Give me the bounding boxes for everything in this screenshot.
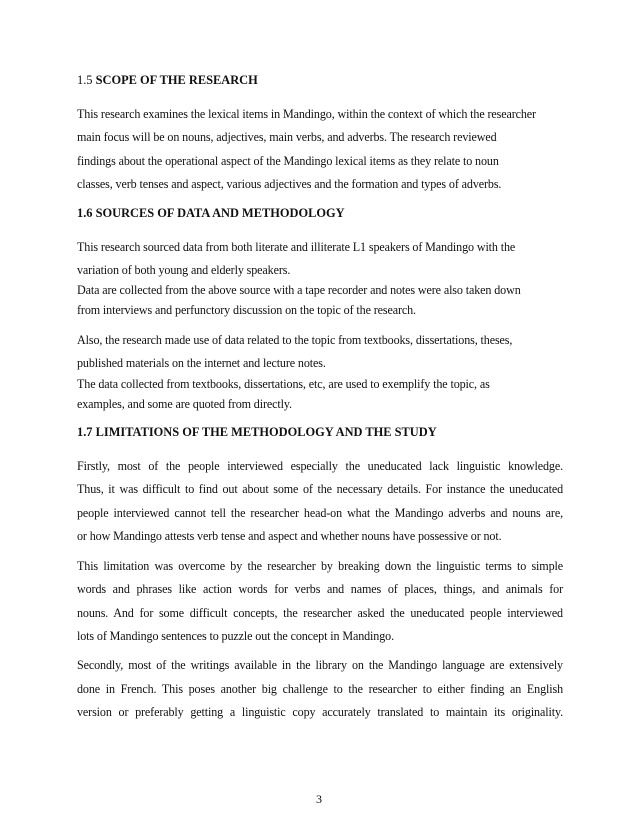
text-line: Data are collected from the above source with a tape recorder and notes were also taken down xyxy=(77,283,521,298)
text-line: done in French. This poses another big challenge to the researcher to either finding an English xyxy=(77,681,563,696)
text-line: classes, verb tenses and aspect, various adjectives and the formation and types of adverbs. xyxy=(77,177,502,192)
paragraph-scope xyxy=(77,103,563,197)
paragraph-limitations-1 xyxy=(77,455,563,549)
text-line: The data collected from textbooks, dissertations, etc, are used to exemplify the topic, as xyxy=(77,376,490,391)
section-title: LIMITATIONS OF THE METHODOLOGY AND THE STUDY xyxy=(95,425,437,440)
paragraph-sources-2 xyxy=(77,329,563,416)
paragraph-limitations-2 xyxy=(77,555,563,649)
text-line: or how Mandingo attests verb tense and aspect and whether nouns have possessive or not. xyxy=(77,529,502,544)
section-title: SOURCES OF DATA AND METHODOLOGY xyxy=(95,205,345,220)
text-line: main focus will be on nouns, adjectives, main verbs, and adverbs. The research reviewed xyxy=(77,130,497,145)
text-line: variation of both young and elderly speakers. xyxy=(77,263,291,278)
section-number: 1.5 xyxy=(77,73,93,87)
section-number: 1.6 xyxy=(77,205,93,220)
text-line: published materials on the internet and lecture notes. xyxy=(77,356,326,371)
document-page xyxy=(77,72,563,731)
text-line: words and phrases like action words for verbs and names of places, things, and animals for xyxy=(77,582,563,597)
section-number: 1.7 xyxy=(77,425,93,440)
page-number: 3 xyxy=(316,792,322,806)
text-line: nouns. And for some difficult concepts, the researcher asked the uneducated people interviewed xyxy=(77,605,563,620)
text-line: lots of Mandingo sentences to puzzle out the concept in Mandingo. xyxy=(77,628,394,643)
text-line: examples, and some are quoted from directly. xyxy=(77,396,292,411)
text-line: This limitation was overcome by the researcher by breaking down the linguistic terms to simple xyxy=(77,558,563,573)
section-heading-limitations xyxy=(77,424,563,441)
section-heading-scope xyxy=(77,72,563,89)
text-line: This research examines the lexical items in Mandingo, within the context of which the researcher xyxy=(77,107,536,121)
text-line: This research sourced data from both literate and illiterate L1 speakers of Mandingo with the xyxy=(77,239,516,254)
text-line: people interviewed cannot tell the researcher head-on what the Mandingo adverbs and nouns are, xyxy=(77,505,563,520)
section-title: SCOPE OF THE RESEARCH xyxy=(95,73,258,87)
text-line: Secondly, most of the writings available in the library on the Mandingo language are extensively xyxy=(77,658,563,673)
text-line: Also, the research made use of data related to the topic from textbooks, dissertations, theses, xyxy=(77,332,513,347)
paragraph-sources-1 xyxy=(77,236,563,323)
text-line: findings about the operational aspect of the Mandingo lexical items as they relate to noun xyxy=(77,153,499,168)
text-line: Firstly, most of the people interviewed especially the uneducated lack linguistic knowledge. xyxy=(77,459,563,474)
paragraph-limitations-3 xyxy=(77,654,563,724)
section-heading-sources xyxy=(77,205,563,222)
text-line: from interviews and perfunctory discussion on the topic of the research. xyxy=(77,303,416,318)
text-line: version or preferably getting a linguistic copy accurately translated to maintain its originality. xyxy=(77,705,563,720)
text-line: Thus, it was difficult to find out about some of the necessary details. For instance the uneducated xyxy=(77,482,563,497)
